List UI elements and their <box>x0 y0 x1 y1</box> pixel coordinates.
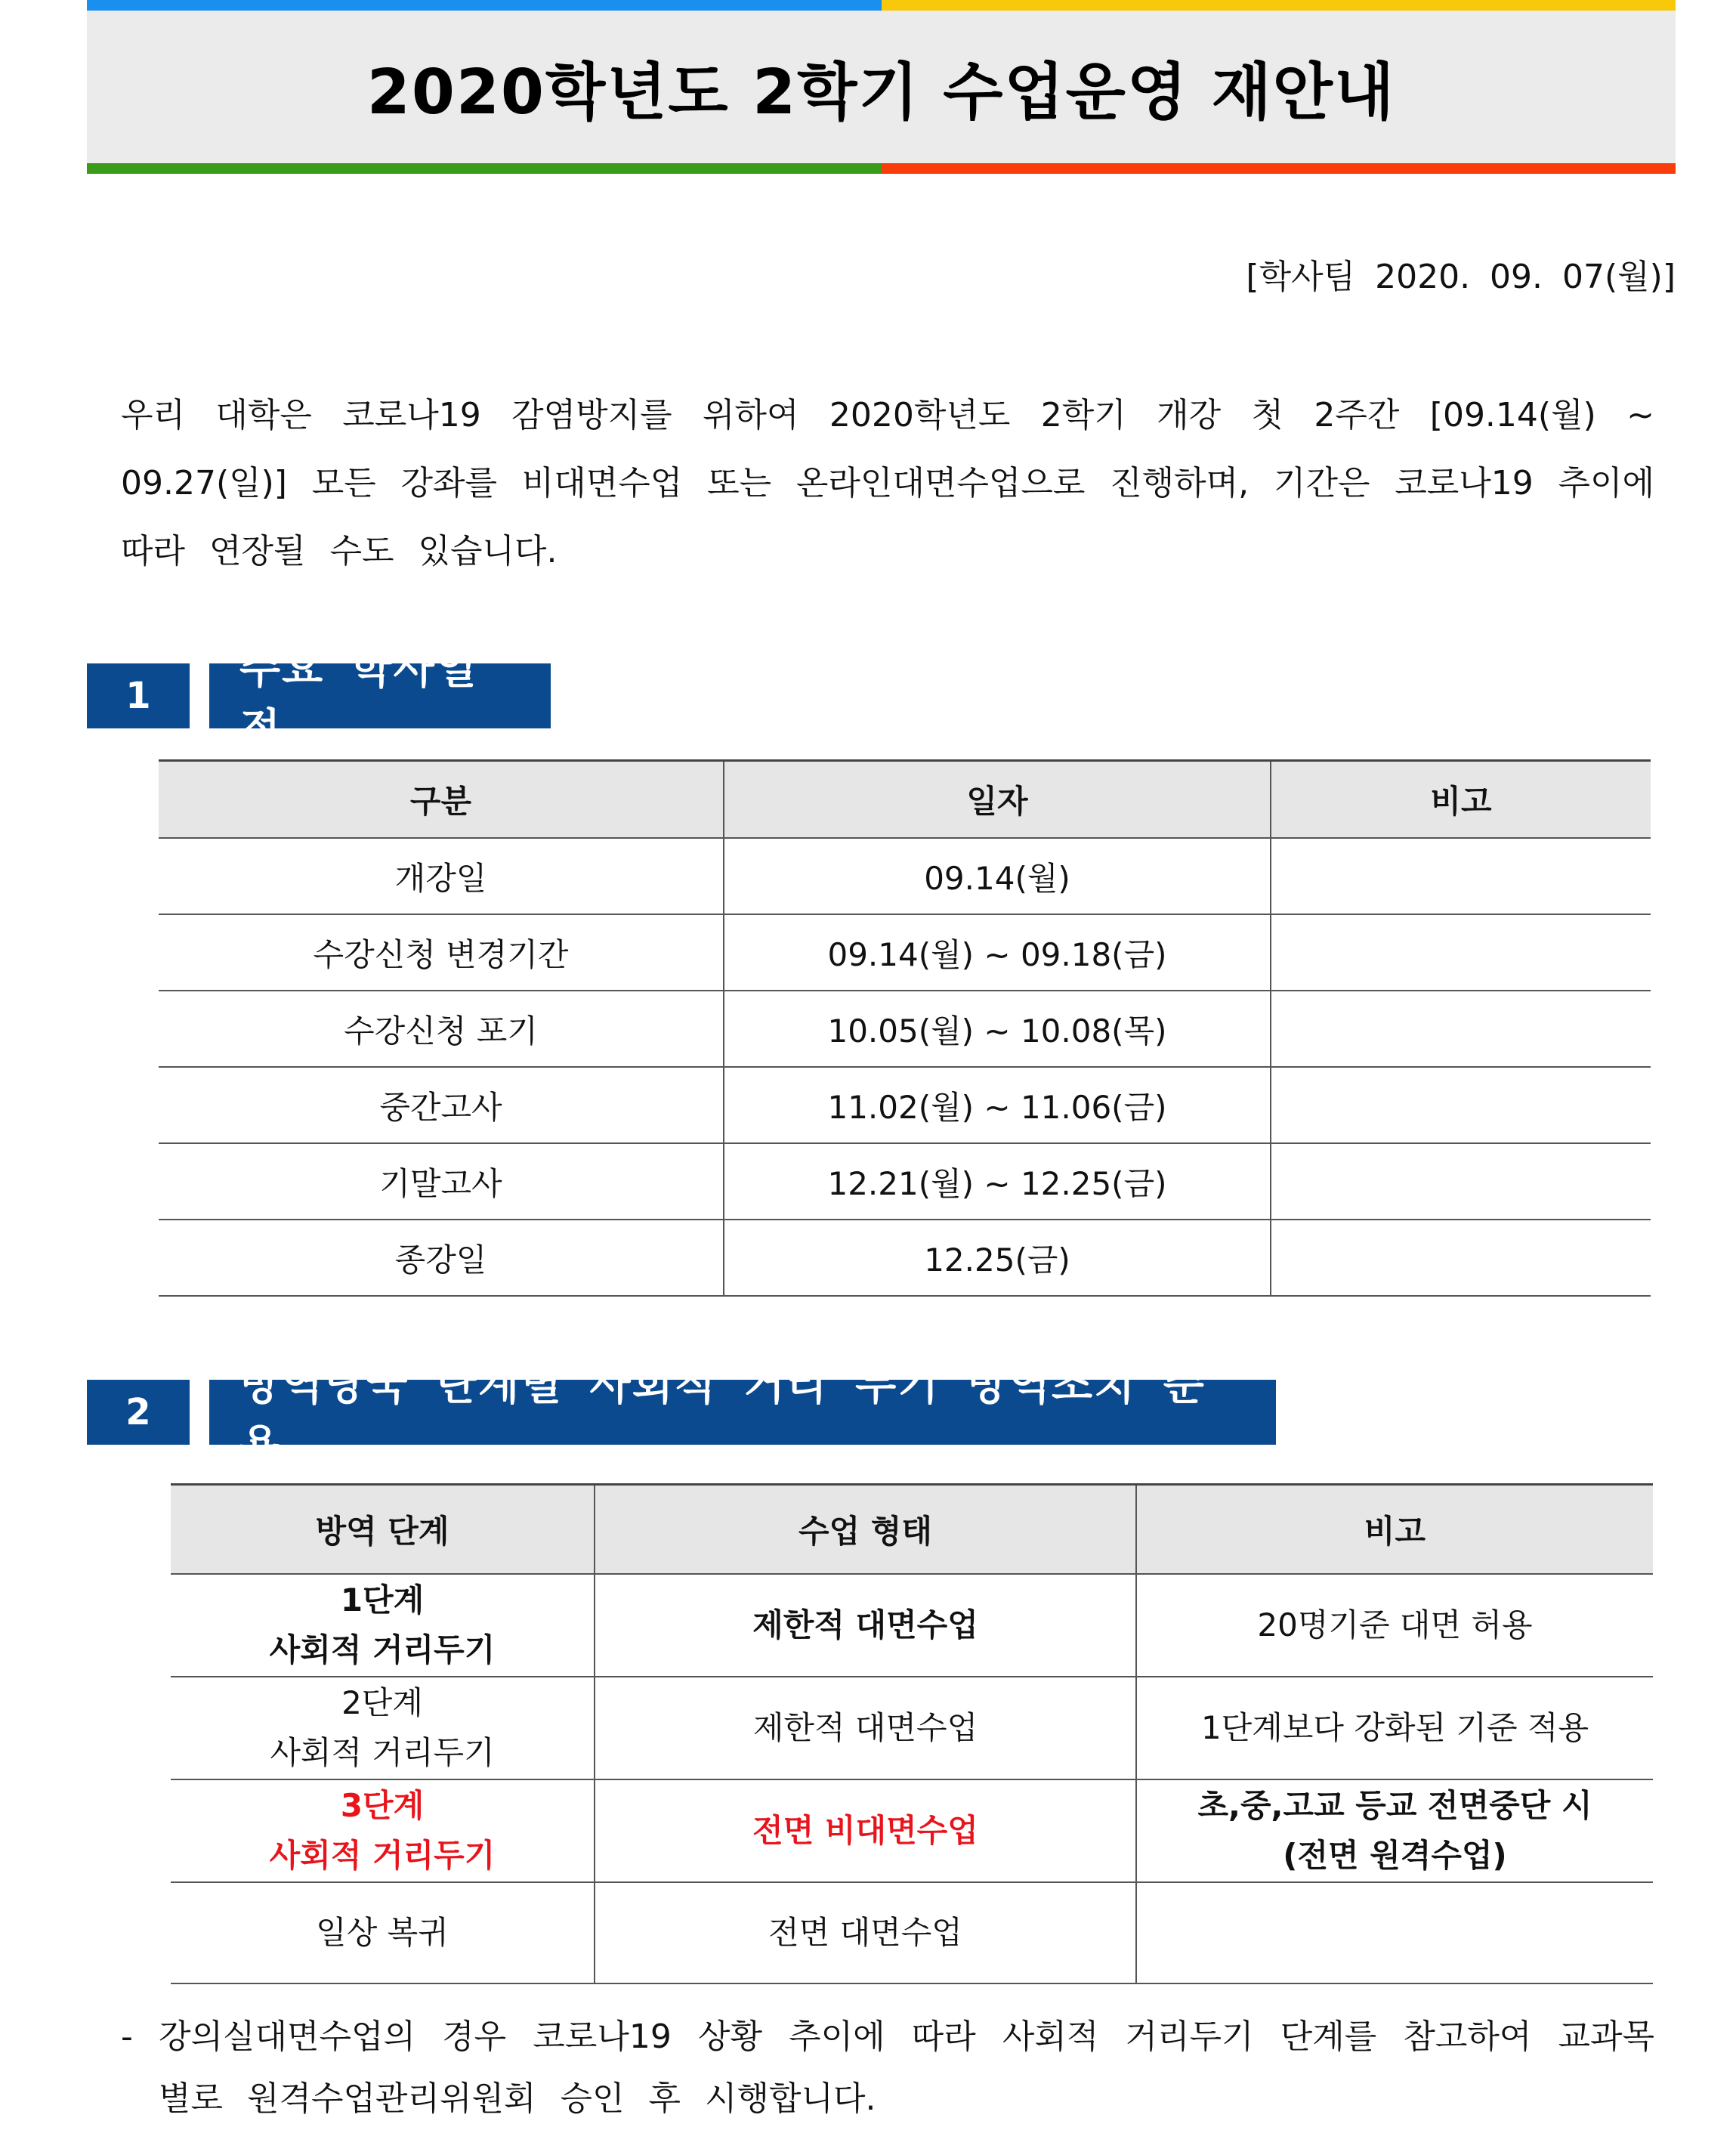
column-header: 비고 <box>1271 761 1651 839</box>
table-row <box>159 838 1651 914</box>
stage-level: 1단계 <box>340 1581 425 1619</box>
table-header-row <box>159 761 1651 839</box>
stage-cell <box>171 1574 595 1677</box>
note-cell <box>1136 1677 1653 1779</box>
intro-paragraph: 우리 대학은 코로나19 감염방지를 위하여 2020학년도 2학기 개강 첫 2주간 [09.14(월) ~ 09.27(일)] 모든 강좌를 비대면수업 또는 온라인대면수업으로 진행하며, 기간은 코로나19 추이에 따라 연장될 수도 있습니다. <box>121 396 1654 570</box>
stage-level: 3단계 <box>340 1787 425 1824</box>
format-cell: 전면 비대면수업 <box>595 1779 1136 1882</box>
note-cell <box>1271 991 1651 1067</box>
note-line: 1단계보다 강화된 기준 적용 <box>1200 1709 1589 1746</box>
title-banner <box>87 11 1676 163</box>
top-bar-left <box>87 0 882 11</box>
note-cell <box>1136 1574 1653 1677</box>
bottom-bar-right <box>882 163 1676 174</box>
date-cell: 12.25(금) <box>724 1220 1271 1296</box>
format-cell: 전면 대면수업 <box>595 1882 1136 1983</box>
date-cell: 09.14(월) ~ 09.18(금) <box>724 914 1271 991</box>
note-cell <box>1271 1067 1651 1143</box>
footnote-text: 강의실대면수업의 경우 코로나19 상황 추이에 따라 사회적 거리두기 단계를 참고하여 교과목별로 원격수업관리위원회 승인 후 시행합니다. <box>159 2017 1654 2118</box>
section2-number: 2 <box>87 1380 190 1445</box>
table-row <box>159 914 1651 991</box>
column-header: 비고 <box>1136 1485 1653 1575</box>
category-cell: 기말고사 <box>159 1143 724 1220</box>
column-header: 수업 형태 <box>595 1485 1136 1575</box>
date-cell: 09.14(월) <box>724 838 1271 914</box>
date-cell: 10.05(월) ~ 10.08(목) <box>724 991 1271 1067</box>
stage-label: 사회적 거리두기 <box>270 1734 495 1771</box>
stage-level: 2단계 <box>341 1684 423 1721</box>
stage-level: 일상 복귀 <box>316 1914 449 1951</box>
table-row <box>159 1067 1651 1143</box>
column-header: 일자 <box>724 761 1271 839</box>
footnote <box>121 2006 1654 2130</box>
format-cell: 제한적 대면수업 <box>595 1574 1136 1677</box>
note-line: 20명기준 대면 허용 <box>1257 1606 1533 1643</box>
note-cell <box>1271 1143 1651 1220</box>
table-row <box>159 991 1651 1067</box>
category-cell: 종강일 <box>159 1220 724 1296</box>
issue-date: [학사팀 2020. 09. 07(월)] <box>1246 258 1676 296</box>
stage-cell <box>171 1779 595 1882</box>
table-row <box>171 1779 1653 1882</box>
date-cell: 11.02(월) ~ 11.06(금) <box>724 1067 1271 1143</box>
stage-cell <box>171 1882 595 1983</box>
category-cell: 수강신청 포기 <box>159 991 724 1067</box>
note-cell <box>1136 1779 1653 1882</box>
note-cell <box>1136 1882 1653 1983</box>
page-title: 2020학년도 2학기 수업운영 재안내 <box>366 56 1396 128</box>
note-line: 초,중,고교 등교 전면중단 시 <box>1197 1787 1592 1824</box>
table-row <box>171 1882 1653 1983</box>
category-cell: 개강일 <box>159 838 724 914</box>
note-cell <box>1271 838 1651 914</box>
note-cell <box>1271 914 1651 991</box>
stage-cell <box>171 1677 595 1779</box>
column-header: 방역 단계 <box>171 1485 595 1575</box>
footnote-dash: - <box>121 2017 133 2056</box>
category-cell: 중간고사 <box>159 1067 724 1143</box>
bottom-color-bar <box>87 163 1676 174</box>
table-row <box>171 1677 1653 1779</box>
distancing-table <box>171 1483 1653 1984</box>
section1-number: 1 <box>87 663 190 728</box>
top-color-bar <box>87 0 1676 11</box>
format-cell: 제한적 대면수업 <box>595 1677 1136 1779</box>
date-cell: 12.21(월) ~ 12.25(금) <box>724 1143 1271 1220</box>
stage-label: 사회적 거리두기 <box>269 1631 496 1668</box>
category-cell: 수강신청 변경기간 <box>159 914 724 991</box>
table-row <box>159 1143 1651 1220</box>
column-header: 구분 <box>159 761 724 839</box>
table-header-row <box>171 1485 1653 1575</box>
section1-title: 주요 학사일정 <box>209 663 551 728</box>
stage-label: 사회적 거리두기 <box>269 1837 496 1874</box>
table-row <box>171 1574 1653 1677</box>
table-row <box>159 1220 1651 1296</box>
bottom-bar-left <box>87 163 882 174</box>
schedule-table <box>159 759 1651 1297</box>
note-cell <box>1271 1220 1651 1296</box>
top-bar-right <box>882 0 1676 11</box>
section2-title: 방역당국 단계별 사회적 거리 두기 방역조치 준용 <box>209 1380 1276 1445</box>
note-line: (전면 원격수업) <box>1283 1837 1507 1874</box>
